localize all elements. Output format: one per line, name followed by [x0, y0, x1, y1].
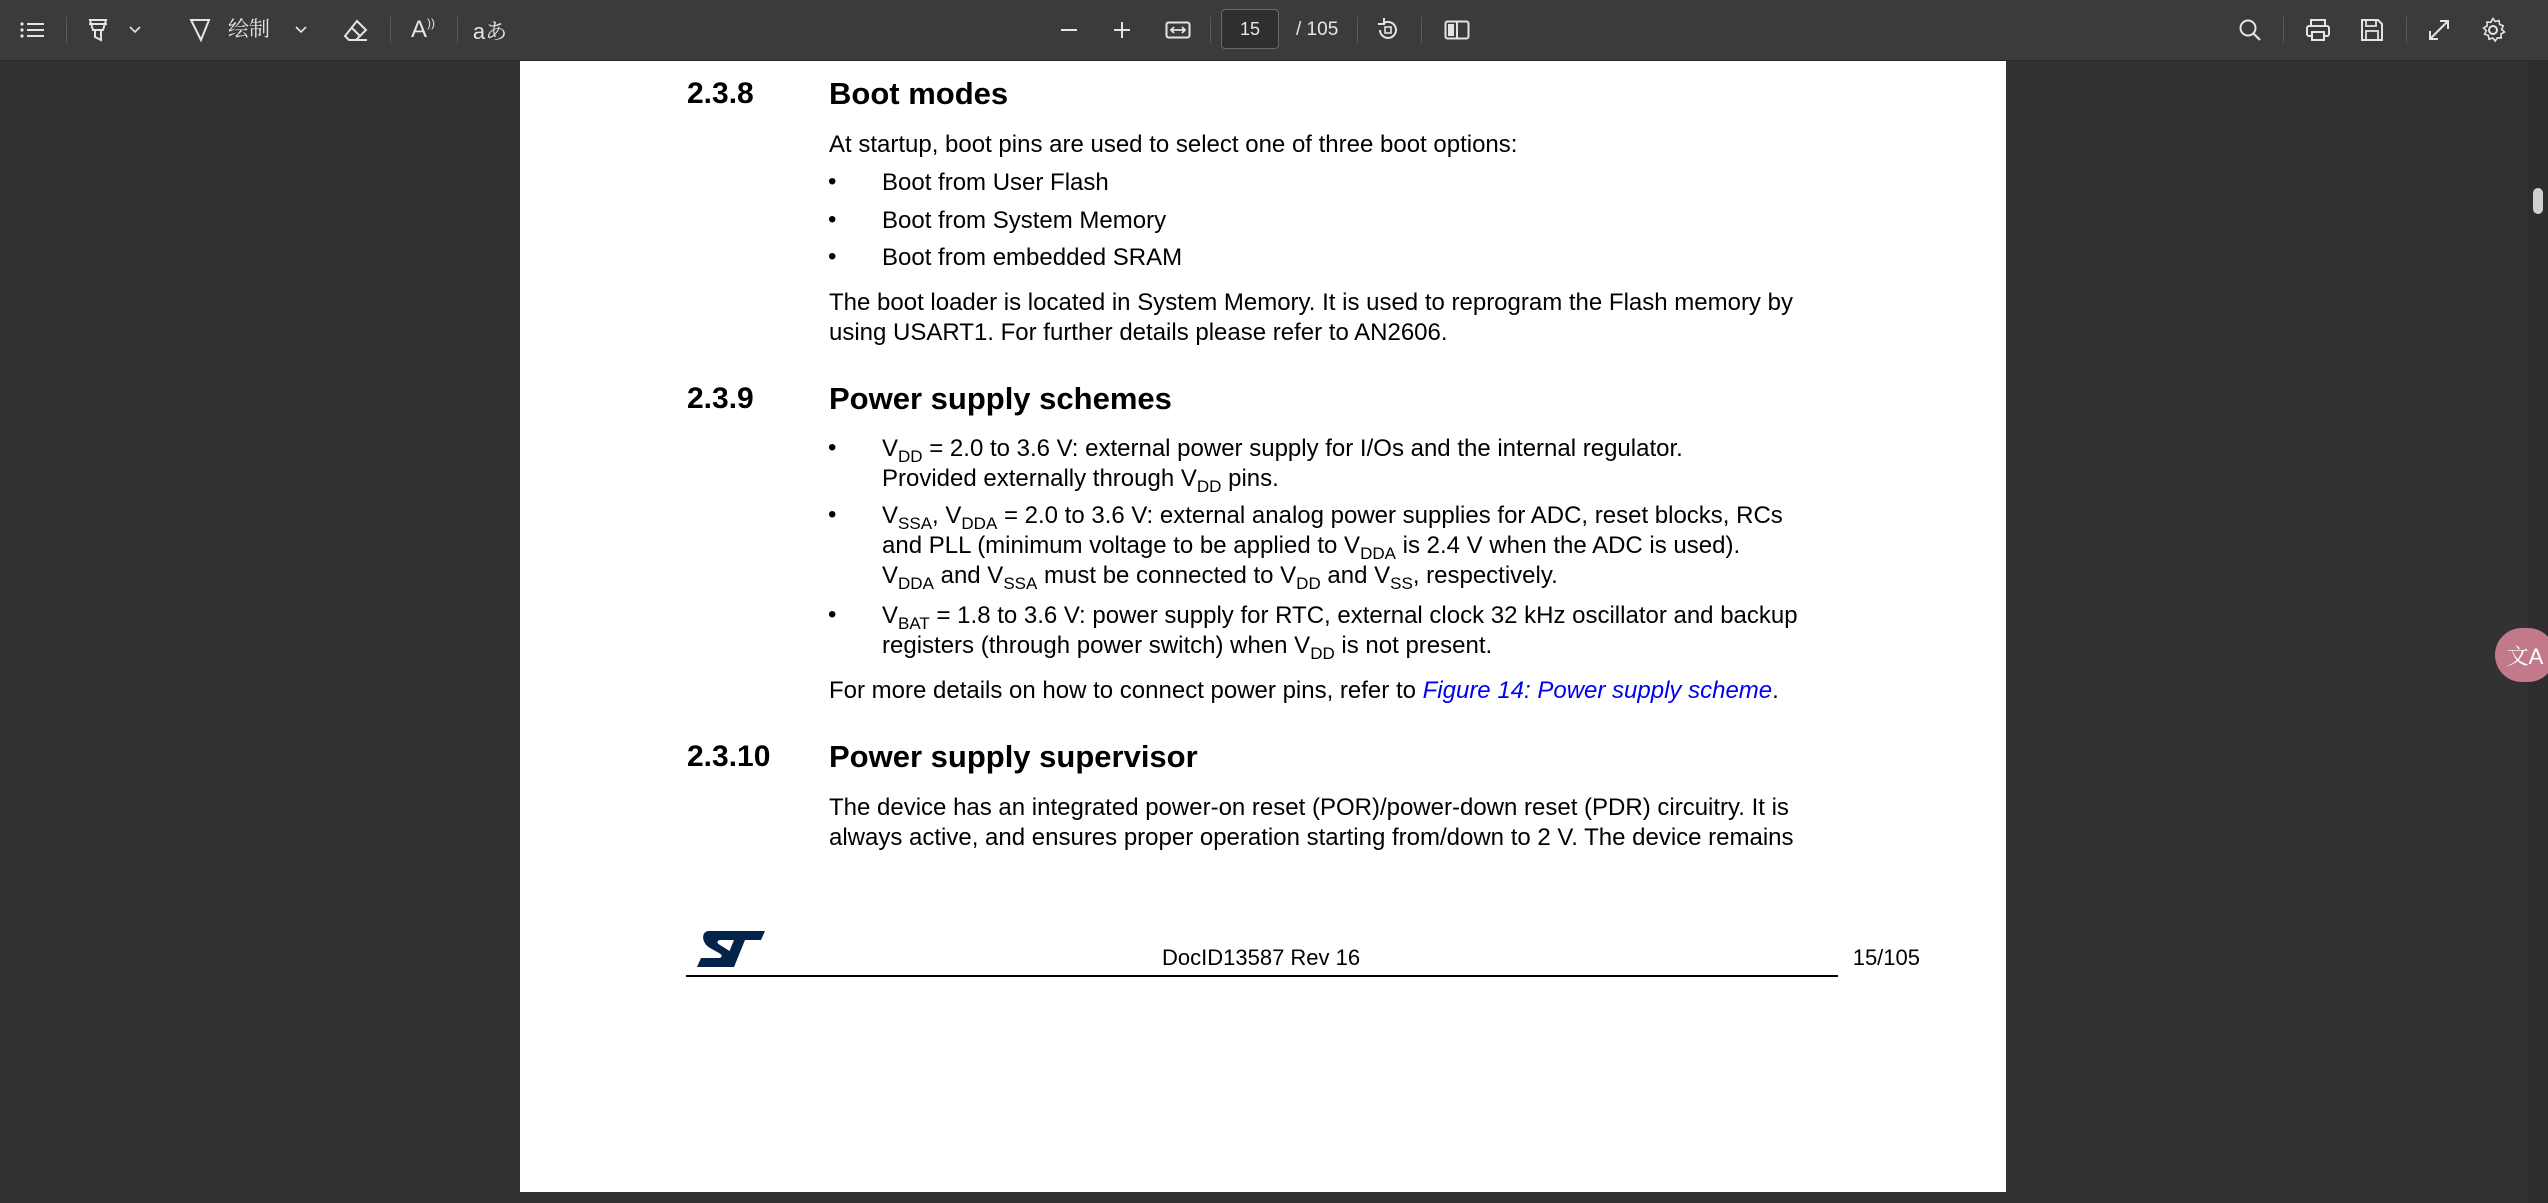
paragraph: At startup, boot pins are used to select one of three boot options: — [829, 131, 1518, 158]
translate-fab-icon[interactable]: 文A — [2495, 628, 2548, 682]
contents-icon[interactable] — [14, 0, 50, 60]
paragraph-line: The boot loader is located in System Memory. It is used to reprogram the Flash memory by — [829, 289, 1793, 316]
figure-link[interactable]: Figure 14: Power supply scheme — [1422, 677, 1773, 704]
footer-page-number: 15/105 — [1852, 945, 1920, 970]
list-item-line: $V_{DDA}$ and $V_{SSA}$ must be connected to $V_{DD}$ and $V_{SS}$, respectively. — [882, 562, 1558, 593]
st-logo — [695, 929, 767, 969]
list-item: Boot from embedded SRAM — [882, 244, 1183, 271]
paragraph-line: always active, and ensures proper operation starting from/down to 2 V. The device remains — [829, 824, 1794, 851]
paragraph: For more details on how to connect power pins, refer to Figure 14: Power supply scheme. — [829, 677, 1779, 704]
section-number: 2.3.9 — [687, 382, 754, 415]
list-item: $V_{BAT} = 1.8$ to 3.6 V: power supply for RTC, external clock 32 kHz oscillator and backup — [882, 602, 1798, 633]
fullscreen-icon[interactable] — [2422, 0, 2456, 60]
settings-icon[interactable] — [2476, 0, 2510, 60]
page-number-input[interactable] — [1221, 9, 1279, 49]
chevron-down-icon[interactable] — [290, 0, 312, 60]
list-item-line: Provided externally through $V_{DD}$ pins. — [882, 465, 1279, 496]
search-icon[interactable] — [2233, 0, 2267, 60]
scrollbar-thumb[interactable] — [2533, 188, 2543, 214]
save-icon[interactable] — [2355, 0, 2389, 60]
pdf-page — [520, 61, 2006, 1192]
list-item: $V_{DD} = 2.0$ to 3.6 V: external power supply for I/Os and the internal regulator. — [882, 435, 1683, 466]
section-number: 2.3.10 — [687, 740, 771, 773]
bullet-icon: • — [828, 243, 837, 270]
toolbar-divider — [1210, 17, 1211, 43]
bullet-icon: • — [828, 434, 837, 461]
list-item: Boot from User Flash — [882, 169, 1109, 196]
draw-icon[interactable] — [184, 0, 216, 60]
section-title: Power supply schemes — [829, 381, 1172, 416]
toolbar-divider — [457, 17, 458, 43]
toolbar-divider — [2406, 17, 2407, 43]
draw-label[interactable]: 绘制 — [228, 18, 270, 41]
pdf-toolbar — [0, 0, 2548, 61]
list-item-line: registers (through power switch) when $V_{DD}$ is not present. — [882, 632, 1493, 663]
print-icon[interactable] — [2300, 0, 2336, 60]
toolbar-divider — [1421, 17, 1422, 43]
highlight-icon[interactable] — [82, 0, 114, 60]
fit-page-icon[interactable] — [1160, 0, 1196, 60]
bullet-icon: • — [828, 601, 837, 628]
page-total: / 105 — [1296, 19, 1339, 40]
zoom-out-icon[interactable] — [1054, 0, 1084, 60]
bullet-icon: • — [828, 206, 837, 233]
paragraph-line: The device has an integrated power-on reset (POR)/power-down reset (PDR) circuitry. It is — [829, 794, 1789, 821]
page-view-icon[interactable] — [1440, 0, 1474, 60]
bullet-icon: • — [828, 501, 837, 528]
toolbar-divider — [390, 17, 391, 43]
translate-text-icon[interactable]: aあ — [472, 18, 508, 44]
rotate-icon[interactable] — [1371, 0, 1405, 60]
list-item: $V_{SSA}$, $V_{DDA} = 2.0$ to 3.6 V: external analog power supplies for ADC, reset blocks, RCs — [882, 502, 1783, 533]
toolbar-divider — [66, 17, 67, 43]
list-item: Boot from System Memory — [882, 207, 1167, 234]
paragraph-line: using USART1. For further details please refer to AN2606. — [829, 319, 1448, 346]
chevron-down-icon[interactable] — [124, 0, 146, 60]
bullet-icon: • — [828, 168, 837, 195]
list-item-line: and PLL (minimum voltage to be applied to $V_{DDA}$ is 2.4 V when the ADC is used). — [882, 532, 1741, 563]
toolbar-divider — [1357, 17, 1358, 43]
footer-doc-id: DocID13587 Rev 16 — [1162, 945, 1361, 970]
zoom-in-icon[interactable] — [1107, 0, 1137, 60]
read-aloud-icon[interactable]: A )) — [410, 16, 435, 43]
footer-rule — [686, 975, 1838, 977]
toolbar-divider — [2283, 17, 2284, 43]
section-title: Boot modes — [829, 76, 1009, 111]
eraser-icon[interactable] — [338, 0, 374, 60]
section-number: 2.3.8 — [687, 77, 754, 110]
section-title: Power supply supervisor — [829, 739, 1198, 774]
